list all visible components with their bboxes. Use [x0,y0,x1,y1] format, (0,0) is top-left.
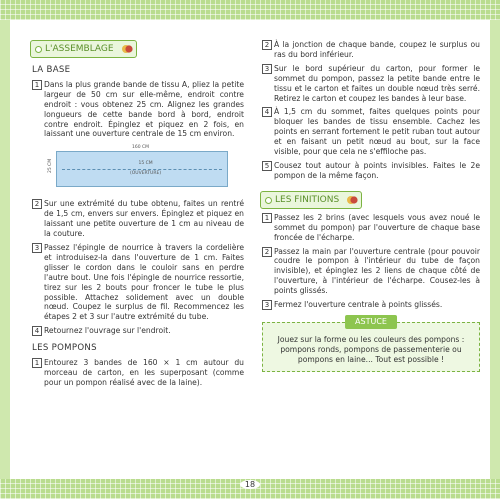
left-decorative-border [0,20,10,479]
step-number: 2 [262,40,272,50]
diagram-opening-label [130,159,161,179]
step-text: Fermez l'ouverture centrale à points glissés. [274,300,443,310]
assemblage-tag-label: L'ASSEMBLAGE [45,44,114,54]
right-decorative-border [490,20,500,479]
astuce-title: ASTUCE [345,315,397,329]
step-text: Retournez l'ouvrage sur l'endroit. [44,326,171,336]
base-heading: LA BASE [32,65,71,75]
step-text: Sur une extrémité du tube obtenu, faites un rentré de 1,5 cm, envers sur envers. Épinglez et piquez en laissant une petite ouverture de 1 cm au niveau de la couture. [44,199,244,239]
step-text: À la jonction de chaque bande, coupez le surplus ou ras du bord inférieur. [274,40,480,59]
pompons-step-1 [32,358,244,388]
pompons-step-3 [262,64,480,104]
pompons-step-5 [262,161,480,181]
finitions-step-1 [262,213,480,243]
right-column [262,36,480,372]
step-number: 3 [32,243,42,253]
step-number: 3 [262,64,272,74]
step-number: 4 [32,326,42,336]
base-step-1 [32,80,244,139]
left-column [32,40,244,388]
page-number: 18 [240,480,260,489]
step-text: Passez la main par l'ouverture centrale (pour pouvoir coudre le pompon à l'intérieur du tube de façon invisible), et épinglez les 2 liens de chaque côté de l'ouverture, à l'intérieur de l'écharpe. Cousez-les à points glissés. [274,246,480,296]
astuce-box [262,316,480,372]
finitions-tag [260,191,362,209]
step-text: Dans la plus grande bande de tissu A, pliez la petite largeur de 50 cm sur elle-même, endroit contre endroit : vous obtenez 25 cm. Alignez les grandes longueurs de cette bande bord à bord, endroit contre endroit. Épinglez et piquez en 2 fois, en laissant une ouverture centrale de 15 cm environ. [44,79,244,139]
step-text: Passez l'épingle de nourrice à travers la cordelière et introduisez-la dans l'ouverture de 1 cm. Faites glisser le cordon dans le couloir sans en perdre l'autre bout. Une fois l'épingle de nourrice ressortie, tirez sur les 2 bouts pour froncer le tube le plus possible. Attachez solidement avec un double nœud. Coupez le surplus de fil. Recommencez les étapes 2 et 3 sur l'autre extrémité du tube. [44,242,244,322]
base-step-4 [32,326,244,336]
finitions-step-3 [262,300,480,310]
step-text: Cousez tout autour à points invisibles. Faites le 2e pompon de la même façon. [274,160,480,180]
step-number: 1 [32,80,42,90]
step-text: À 1,5 cm du sommet, faites quelques points pour bloquer les bandes de tissu ensemble. Cachez les points en serrant fortement le petit ruban tout autour et en faisant un petit nœud au bout, sur la face visible, pour que cela ne s'effiloche pas. [274,107,480,157]
diagram-width-label: 160 CM [132,145,150,151]
pompons-step-2 [262,40,480,60]
opening-size: 15 CM [138,161,153,167]
astuce-text: Jouez sur la forme ou les couleurs des pompons : pompons ronds, pompons de passementerie ou pompons en laine... Tout est possible ! [277,334,465,364]
finitions-tag-label: LES FINITIONS [275,194,340,205]
base-step-2 [32,199,244,239]
pompons-heading: LES POMPONS [32,343,97,354]
tag-hole [265,197,272,204]
pompons-step-4 [262,107,480,157]
step-text: Passez les 2 brins (avec lesquels vous avez noué le sommet du pompon) par l'ouverture de chaque base froncée de l'écharpe. [274,212,480,242]
step-number: 2 [32,199,42,209]
step-text: Sur le bord supérieur du carton, pour former le sommet du pompon, passez la petite bande entre le tissu et le carton et faites un double nœud très serré. Retirez le carton et coupez les bandes à leur base. [274,63,480,103]
step-number: 2 [262,247,272,257]
yarn-ball-icon [121,43,133,55]
opening-word: (OUVERTURE) [130,171,162,177]
step-number: 5 [262,161,272,171]
step-number: 4 [262,107,272,117]
finitions-step-2 [262,247,480,297]
step-text: Entourez 3 bandes de 160 × 1 cm autour du morceau de carton, en les superposant (comme pour un pompon réalisé avec de la laine). [44,358,244,387]
step-number: 3 [262,300,272,310]
assemblage-tag [30,40,137,58]
step-number: 1 [262,213,272,223]
step-number: 1 [32,358,42,368]
tag-hole [35,46,42,53]
fabric-diagram [42,143,244,195]
yarn-ball-icon [346,194,358,206]
base-step-3 [32,243,244,322]
top-decorative-border [0,0,500,20]
diagram-height-label: 25 CM [48,159,54,174]
